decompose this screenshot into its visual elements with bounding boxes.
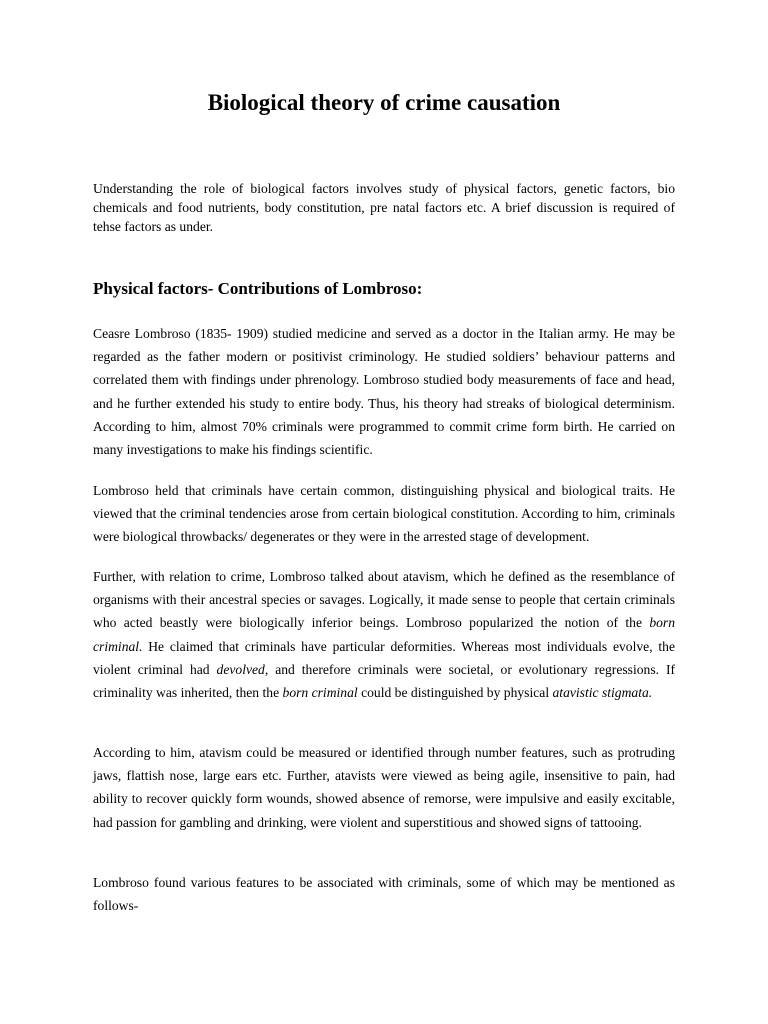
paragraph-atavism-features: According to him, atavism could be measured or identified through number features, such as protruding jaws, flattish nose, large ears etc. Further, atavists were viewed as being agile, insensitive to pain, had ability to recover quickly form wounds, showed absence of remorse, were impulsive and easily excitable, had passion for gambling and drinking, were violent and superstitious and showed signs of tattooing. [93, 745, 675, 830]
section-heading: Physical factors- Contributions of Lombroso: [93, 279, 423, 298]
intro-paragraph: Understanding the role of biological factors involves study of physical factors, genetic factors, bio chemicals and food nutrients, body constitution, pre natal factors etc. A brief discussion is required of tehse factors as under. [93, 181, 675, 234]
paragraph-atavism-emphasis-2: devolved [216, 661, 265, 677]
paragraph-atavism-emphasis-3: born criminal [282, 685, 358, 701]
paragraph-criminal-traits: Lombroso held that criminals have certain common, distinguishing physical and biological traits. He viewed that the criminal tendencies arose from certain biological constitution. According to him, criminals were biological throwbacks/ degenerates or they were in the arrested stage of development. [93, 483, 675, 545]
document-title: Biological theory of crime causation [207, 90, 561, 115]
paragraph-lombroso-bio: Ceasre Lombroso (1835- 1909) studied medicine and served as a doctor in the Italian army. He may be regarded as the father modern or positivist criminology. He studied soldiers’ behaviour patterns and correlated them with findings under phrenology. Lombroso studied body measurements of face and head, and he further extended his study to entire body. Thus, his theory had streaks of biological determinism. According to him, almost 70% criminals were programmed to commit crime form birth. He carried on many investigations to make his findings scientific. [93, 326, 675, 458]
paragraph-atavism-text-2: He claimed that criminals have particular deformities. Whereas most individuals evolve, the violent criminal had [93, 638, 675, 677]
paragraph-atavism-text-1: Further, with relation to crime, Lombroso talked about atavism, which he defined as the resemblance of organisms with their ancestral species or savages. Logically, it made sense to people that certain criminals who acted beastly were biologically inferior beings. Lombroso popularized the notion of the [93, 569, 675, 631]
paragraph-atavism-text-4: could be distinguished by physical [357, 685, 553, 701]
paragraph-atavism-text-3: , and therefore criminals were societal, or evolutionary regressions. If criminality was inherited, then the [93, 661, 676, 701]
paragraph-features-intro: Lombroso found various features to be associated with criminals, some of which may be mentioned as follows- [93, 875, 675, 914]
paragraph-atavism [93, 565, 675, 704]
paragraph-atavism-emphasis-4: atavistic stigmata. [552, 685, 653, 701]
paragraph-atavism-emphasis-1: born criminal. [93, 615, 675, 654]
